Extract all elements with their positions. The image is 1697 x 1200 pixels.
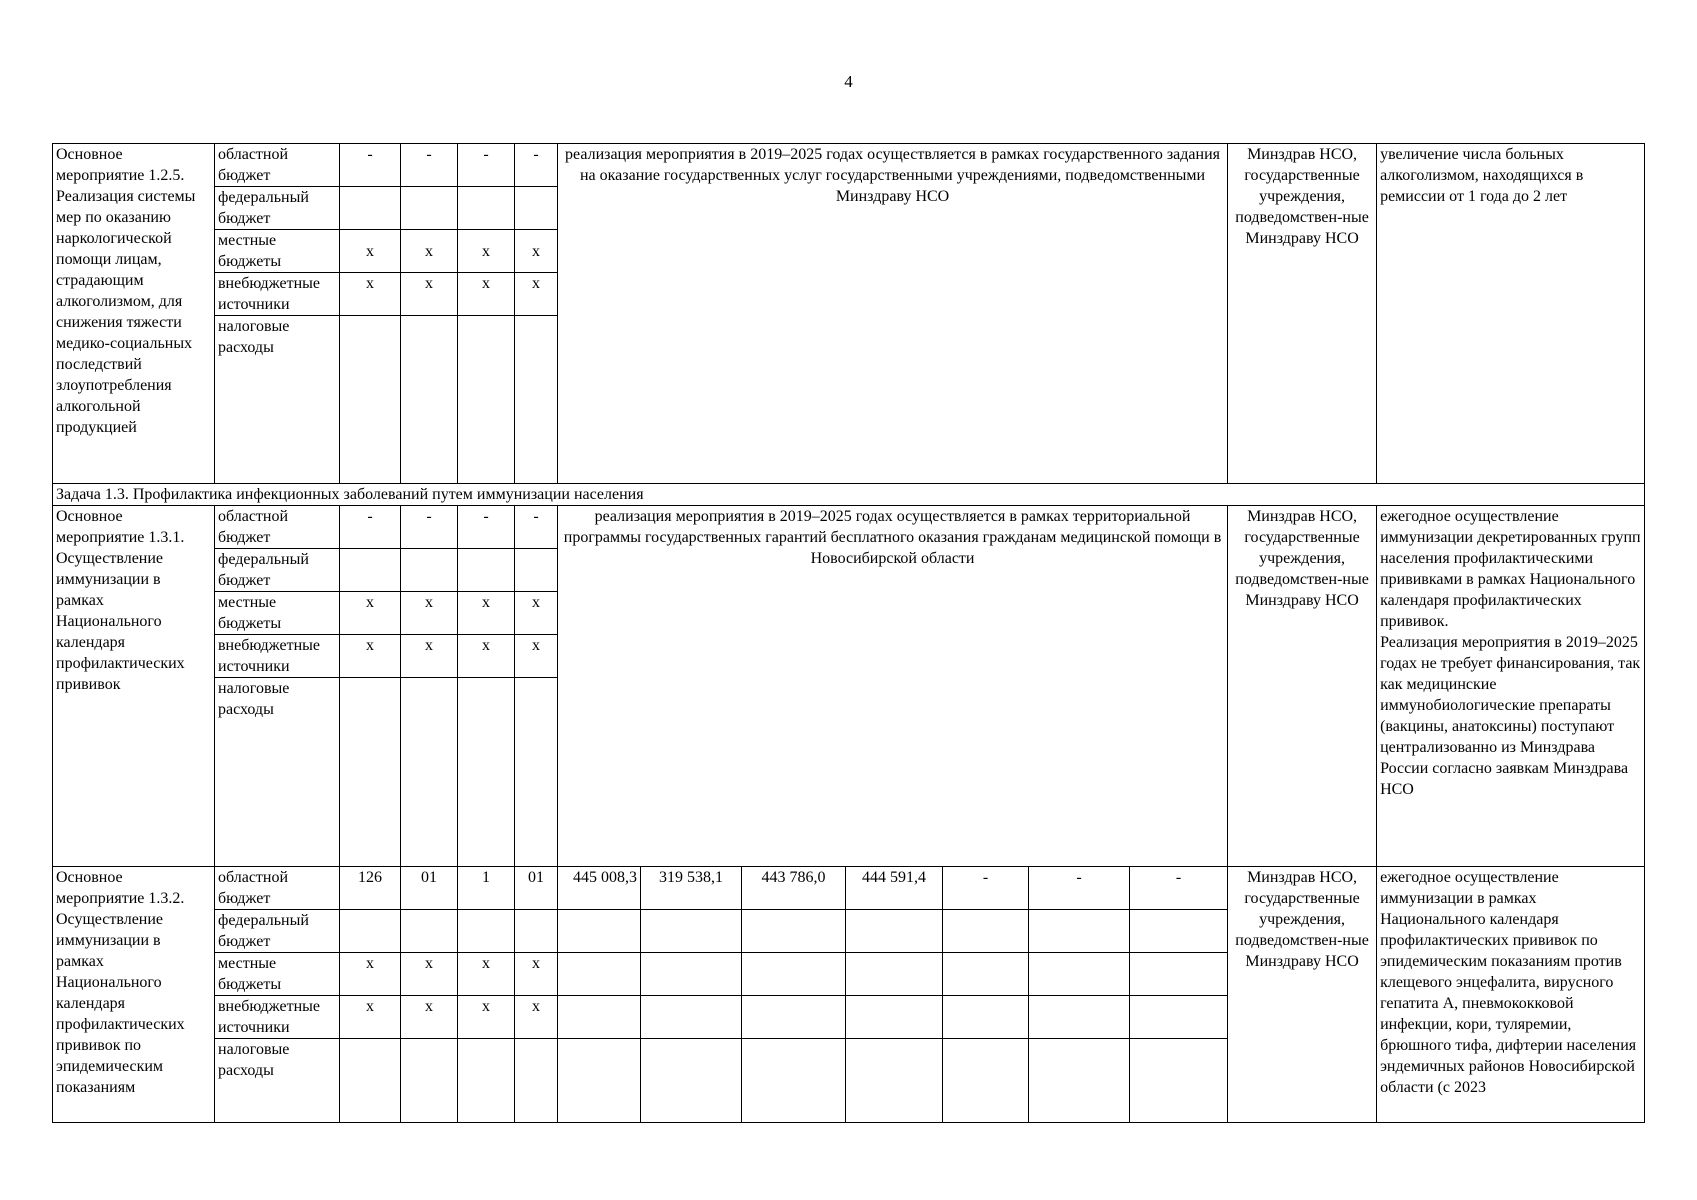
amount-cell — [1029, 996, 1130, 1039]
code-cell — [401, 549, 458, 592]
program-table — [52, 143, 1645, 1123]
amount-cell — [641, 996, 742, 1039]
code-cell: x — [458, 996, 515, 1039]
code-cell: x — [458, 230, 515, 273]
table-row — [53, 144, 1645, 187]
amount-cell — [943, 953, 1029, 996]
code-cell — [340, 678, 401, 867]
amount-cell — [1029, 1039, 1130, 1123]
code-cell: x — [515, 592, 558, 635]
amount-cell — [1130, 910, 1228, 953]
code-cell: - — [458, 144, 515, 187]
code-cell: x — [401, 996, 458, 1039]
code-cell: x — [340, 635, 401, 678]
code-cell — [401, 910, 458, 953]
amount-cell — [742, 996, 846, 1039]
code-cell — [340, 910, 401, 953]
source-cell: внебюджетные источники — [215, 273, 340, 316]
code-cell — [515, 910, 558, 953]
amount-cell: - — [943, 867, 1029, 910]
amount-cell — [742, 1039, 846, 1123]
code-cell — [458, 678, 515, 867]
amount-cell: - — [1130, 867, 1228, 910]
measure-cell: Основное мероприятие 1.3.2. Осуществление иммунизации в рамках Национального календаря профилактических прививок по эпидемическим показаниям — [53, 867, 215, 1123]
source-cell: налоговые расходы — [215, 1039, 340, 1123]
code-cell — [340, 549, 401, 592]
code-cell — [401, 678, 458, 867]
code-cell — [515, 1039, 558, 1123]
code-cell — [515, 187, 558, 230]
amount-cell — [1029, 953, 1130, 996]
code-cell: x — [515, 273, 558, 316]
code-cell: x — [458, 953, 515, 996]
code-cell — [458, 910, 515, 953]
code-cell: x — [458, 592, 515, 635]
code-cell: x — [340, 273, 401, 316]
source-cell: внебюджетные источники — [215, 996, 340, 1039]
page-number: 4 — [844, 72, 853, 91]
code-cell: 1 — [458, 867, 515, 910]
code-cell — [458, 316, 515, 484]
amount-cell — [558, 910, 641, 953]
amount-cell — [641, 910, 742, 953]
code-cell: x — [458, 635, 515, 678]
amount-cell — [846, 1039, 943, 1123]
result-cell: ежегодное осуществление иммунизации декретированных групп населения профилактическими прививками в рамках Национального календаря профилактических прививок. Реализация мероприятия в 2019–2025 годах не требует финансирования, так как медицинские иммунобиологические препараты (вакцины, анатоксины) поступают централизованно из Минздрава России согласно заявкам Минздрава НСО — [1377, 506, 1645, 867]
code-cell: x — [340, 592, 401, 635]
amount-cell — [1130, 996, 1228, 1039]
amount-cell — [943, 1039, 1029, 1123]
code-cell — [458, 187, 515, 230]
amount-cell — [846, 953, 943, 996]
amount-cell — [742, 910, 846, 953]
amount-cell — [1130, 953, 1228, 996]
source-cell: областной бюджет — [215, 867, 340, 910]
amount-cell — [1130, 1039, 1228, 1123]
code-cell: x — [401, 273, 458, 316]
amount-cell — [846, 910, 943, 953]
code-cell: x — [340, 996, 401, 1039]
table-row — [53, 506, 1645, 549]
executor-cell: Минздрав НСО, государственные учреждения, подведомствен-ные Минздраву НСО — [1228, 506, 1377, 867]
code-cell — [401, 187, 458, 230]
code-cell: 126 — [340, 867, 401, 910]
amount-cell — [846, 996, 943, 1039]
measure-cell: Основное мероприятие 1.2.5. Реализация системы мер по оказанию наркологической помощи лицам, страдающим алкоголизмом, для снижения тяжести медико-социальных последствий злоупотребления алкогольной продукцией — [53, 144, 215, 484]
code-cell: - — [340, 506, 401, 549]
source-cell: федеральный бюджет — [215, 910, 340, 953]
executor-cell: Минздрав НСО, государственные учреждения, подведомствен-ные Минздраву НСО — [1228, 144, 1377, 484]
result-cell: увеличение числа больных алкоголизмом, находящихся в ремиссии от 1 года до 2 лет — [1377, 144, 1645, 484]
source-cell: областной бюджет — [215, 144, 340, 187]
amount-cell — [943, 910, 1029, 953]
code-cell — [515, 549, 558, 592]
amount-cell — [943, 996, 1029, 1039]
measure-cell: Основное мероприятие 1.3.1. Осуществление иммунизации в рамках Национального календаря профилактических прививок — [53, 506, 215, 867]
note-cell: реализация мероприятия в 2019–2025 годах осуществляется в рамках территориальной программы государственных гарантий бесплатного оказания гражданам медицинской помощи в Новосибирской области — [558, 506, 1228, 867]
code-cell — [340, 316, 401, 484]
amount-cell: 444 591,4 — [846, 867, 943, 910]
table-row — [53, 867, 1645, 910]
amount-cell — [558, 996, 641, 1039]
amount-cell — [558, 1039, 641, 1123]
code-cell — [401, 316, 458, 484]
code-cell — [458, 1039, 515, 1123]
code-cell — [340, 187, 401, 230]
code-cell: 01 — [515, 867, 558, 910]
code-cell: 01 — [401, 867, 458, 910]
code-cell: x — [401, 230, 458, 273]
source-cell: внебюджетные источники — [215, 635, 340, 678]
source-cell: налоговые расходы — [215, 316, 340, 484]
code-cell: x — [458, 273, 515, 316]
code-cell: x — [340, 953, 401, 996]
source-cell: местные бюджеты — [215, 953, 340, 996]
code-cell: x — [515, 953, 558, 996]
note-cell: реализация мероприятия в 2019–2025 годах осуществляется в рамках государственного задания на оказание государственных услуг государственными учреждениями, подведомственными Минздраву НСО — [558, 144, 1228, 484]
amount-cell: 319 538,1 — [641, 867, 742, 910]
code-cell: - — [340, 144, 401, 187]
amount-cell — [641, 1039, 742, 1123]
source-cell: федеральный бюджет — [215, 549, 340, 592]
code-cell — [515, 678, 558, 867]
code-cell: x — [515, 635, 558, 678]
amount-cell: 445 008,3 — [558, 867, 641, 910]
code-cell: - — [458, 506, 515, 549]
code-cell: - — [515, 506, 558, 549]
code-cell: x — [401, 592, 458, 635]
code-cell: x — [401, 953, 458, 996]
source-cell: местные бюджеты — [215, 230, 340, 273]
code-cell: x — [340, 230, 401, 273]
task-heading: Задача 1.3. Профилактика инфекционных заболеваний путем иммунизации населения — [53, 484, 1645, 506]
code-cell — [340, 1039, 401, 1123]
source-cell: местные бюджеты — [215, 592, 340, 635]
amount-cell: - — [1029, 867, 1130, 910]
source-cell: областной бюджет — [215, 506, 340, 549]
code-cell — [458, 549, 515, 592]
source-cell: налоговые расходы — [215, 678, 340, 867]
table-row — [53, 484, 1645, 506]
source-cell: федеральный бюджет — [215, 187, 340, 230]
code-cell — [515, 316, 558, 484]
executor-cell: Минздрав НСО, государственные учреждения, подведомствен-ные Минздраву НСО — [1228, 867, 1377, 1123]
amount-cell — [558, 953, 641, 996]
code-cell: x — [401, 635, 458, 678]
amount-cell — [641, 953, 742, 996]
code-cell: - — [515, 144, 558, 187]
amount-cell — [742, 953, 846, 996]
result-cell: ежегодное осуществление иммунизации в рамках Национального календаря профилактических прививок по эпидемическим показаниям против клещевого энцефалита, вирусного гепатита А, пневмококковой инфекции, кори, туляремии, брюшного тифа, дифтерии населения эндемичных районов Новосибирской области (с 2023 — [1377, 867, 1645, 1123]
amount-cell: 443 786,0 — [742, 867, 846, 910]
code-cell: x — [515, 996, 558, 1039]
code-cell: - — [401, 506, 458, 549]
code-cell: - — [401, 144, 458, 187]
code-cell: x — [515, 230, 558, 273]
code-cell — [401, 1039, 458, 1123]
amount-cell — [1029, 910, 1130, 953]
